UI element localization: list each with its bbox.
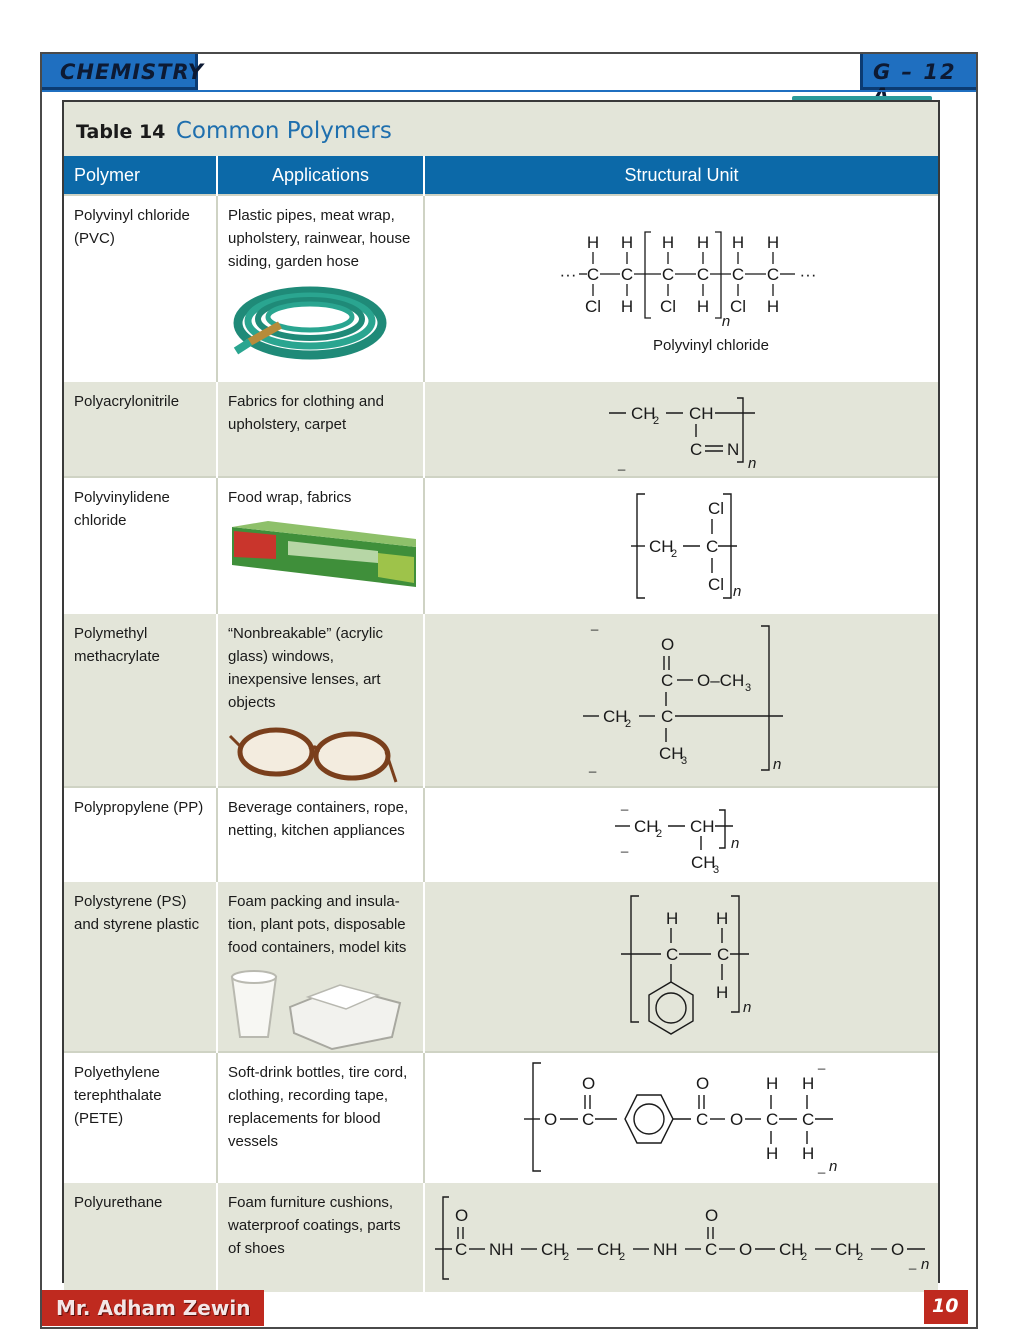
svg-text:n: n (829, 1158, 838, 1175)
svg-text:CH: CH (603, 707, 628, 726)
svg-text:H: H (661, 233, 675, 252)
svg-text:H: H (766, 233, 780, 252)
svg-text:H: H (731, 233, 745, 252)
structural-unit (424, 477, 938, 613)
svg-text:CH: CH (779, 1240, 804, 1259)
foam-cup-and-container-image (228, 967, 408, 1051)
svg-text:H: H (766, 297, 780, 316)
svg-text:C: C (582, 1110, 595, 1129)
polymer-name: Polymethyl methacrylate (64, 613, 217, 787)
svg-text:CH: CH (631, 404, 656, 423)
svg-text:O: O (582, 1074, 596, 1093)
pete-structure (425, 1053, 939, 1181)
svg-text:H: H (716, 983, 729, 1002)
svg-text:CH: CH (690, 817, 715, 836)
polymer-name: Polyacrylonitrile (64, 381, 217, 477)
svg-text:C: C (661, 707, 674, 726)
pvc-structure (425, 196, 939, 380)
applications-text: Food wrap, fabrics (228, 489, 352, 506)
table-row (64, 477, 938, 613)
svg-text:O: O (696, 1074, 710, 1093)
svg-text:_: _ (818, 1159, 826, 1174)
svg-text:C: C (766, 1110, 779, 1129)
svg-text:n: n (921, 1256, 930, 1273)
svg-text:CH: CH (649, 537, 674, 556)
svg-text:CH: CH (634, 817, 659, 836)
svg-text:C: C (766, 265, 780, 284)
svg-text:C: C (705, 1240, 718, 1259)
svg-text:H: H (620, 297, 634, 316)
polymer-applications (217, 613, 424, 787)
polymer-applications (217, 477, 424, 613)
polymer-name: Polystyrene (PS) and styrene plastic (64, 881, 217, 1052)
table-row (64, 1052, 938, 1182)
svg-text:···: ··· (559, 265, 577, 284)
table-row (64, 381, 938, 477)
svg-text:H: H (620, 233, 634, 252)
subject-label: CHEMISTRY (60, 60, 204, 84)
polymer-grid (64, 156, 938, 1292)
table-row (64, 881, 938, 1052)
svg-text:C: C (586, 265, 600, 284)
svg-text:H: H (666, 909, 679, 928)
svg-text:O–CH: O–CH (697, 671, 745, 690)
svg-text:2: 2 (653, 415, 660, 427)
svg-text:NH: NH (653, 1240, 678, 1259)
svg-text:Cl: Cl (708, 575, 725, 594)
table-row (64, 195, 938, 381)
svg-text:C: C (717, 945, 730, 964)
applications-text: Foam packing and insula- tion, plant pots, disposable food containers, model kits (228, 893, 407, 956)
svg-text:3: 3 (681, 755, 688, 767)
author-name: Mr. Adham Zewin (56, 1296, 251, 1320)
polypropylene-structure (425, 788, 939, 880)
svg-text:C: C (455, 1240, 468, 1259)
svg-text:CH: CH (597, 1240, 622, 1259)
svg-text:_: _ (589, 758, 597, 773)
svg-text:C: C (661, 671, 674, 690)
page-number: 10 (932, 1295, 959, 1317)
svg-text:C: C (661, 265, 675, 284)
author-banner (42, 1290, 264, 1326)
svg-text:N: N (727, 440, 740, 459)
structural-unit (424, 881, 938, 1052)
svg-text:O: O (730, 1110, 744, 1129)
structural-unit (424, 1052, 938, 1182)
svg-text:O: O (705, 1206, 719, 1225)
svg-text:H: H (802, 1144, 815, 1163)
polyvinylidene-chloride-structure (425, 478, 939, 612)
structural-unit (424, 613, 938, 787)
polymer-name: Polyethylene terephthalate (PETE) (64, 1052, 217, 1182)
polymer-name: Polyvinyl chloride (PVC) (64, 195, 217, 381)
svg-text:Cl: Cl (708, 499, 725, 518)
svg-text:n: n (731, 835, 740, 852)
table-header-row (64, 156, 938, 195)
svg-text:Cl: Cl (729, 297, 747, 316)
svg-text:3: 3 (745, 682, 752, 694)
svg-text:CH: CH (541, 1240, 566, 1259)
svg-text:n: n (748, 455, 757, 472)
svg-text:_: _ (818, 1055, 826, 1070)
svg-text:2: 2 (656, 828, 663, 840)
table-number: Table 14 (76, 121, 166, 143)
svg-text:O: O (739, 1240, 753, 1259)
svg-text:H: H (716, 909, 729, 928)
grade-banner (860, 54, 976, 90)
applications-text: Plastic pipes, meat wrap, upholstery, rainwear, house siding, garden hose (228, 207, 411, 270)
pmma-structure (425, 614, 939, 777)
svg-text:_: _ (591, 616, 599, 631)
eyeglasses-image (228, 722, 398, 786)
svg-text:n: n (743, 999, 752, 1016)
svg-text:C: C (666, 945, 679, 964)
svg-text:_: _ (909, 1255, 917, 1270)
svg-text:O: O (661, 635, 675, 654)
polymer-applications (217, 881, 424, 1052)
svg-text:Cl: Cl (659, 297, 677, 316)
svg-text:n: n (733, 583, 742, 600)
svg-text:2: 2 (671, 548, 678, 560)
svg-text:H: H (696, 297, 710, 316)
svg-text:2: 2 (619, 1251, 626, 1263)
polymer-applications: Foam furniture cushions, waterproof coatings, parts of shoes (217, 1182, 424, 1292)
svg-text:3: 3 (713, 864, 720, 876)
polymer-applications: Soft-drink bottles, tire cord, clothing, recording tape, replacements for blood vessels (217, 1052, 424, 1182)
svg-text:H: H (586, 233, 600, 252)
polymer-name: Polypropylene (PP) (64, 787, 217, 881)
svg-text:2: 2 (625, 718, 632, 730)
polymer-name: Polyurethane (64, 1182, 217, 1292)
polyacrylonitrile-structure (425, 382, 939, 476)
polymer-applications: Beverage containers, rope, netting, kitchen appliances (217, 787, 424, 881)
header-rule (42, 90, 976, 92)
svg-text:H: H (766, 1074, 779, 1093)
column-header: Polymer (64, 156, 217, 195)
structural-unit (424, 1182, 938, 1292)
svg-text:C: C (802, 1110, 815, 1129)
svg-text:C: C (696, 265, 710, 284)
polystyrene-structure (425, 882, 939, 1049)
svg-text:H: H (802, 1074, 815, 1093)
svg-text:NH: NH (489, 1240, 514, 1259)
svg-text:CH: CH (689, 404, 714, 423)
table-row (64, 613, 938, 787)
polymer-name: Polyvinylidene chloride (64, 477, 217, 613)
svg-text:_: _ (621, 838, 629, 853)
table-title: Common Polymers (175, 118, 392, 144)
svg-text:2: 2 (563, 1251, 570, 1263)
svg-text:H: H (696, 233, 710, 252)
column-header: Structural Unit (424, 156, 938, 195)
polymer-applications: Fabrics for clothing and upholstery, carpet (217, 381, 424, 477)
polymers-table (62, 100, 940, 1283)
svg-text:CH: CH (659, 744, 684, 763)
svg-text:C: C (620, 265, 634, 284)
svg-text:CH: CH (835, 1240, 860, 1259)
svg-text:C: C (731, 265, 745, 284)
svg-text:n: n (773, 756, 782, 773)
svg-text:_: _ (618, 456, 626, 471)
svg-text:C: C (696, 1110, 709, 1129)
structural-unit (424, 381, 938, 477)
svg-text:2: 2 (857, 1251, 864, 1263)
svg-text:C: C (706, 537, 719, 556)
garden-hose-image (228, 281, 388, 363)
svg-text:CH: CH (691, 853, 716, 872)
svg-text:O: O (891, 1240, 905, 1259)
svg-text:C: C (690, 440, 703, 459)
structure-caption: Polyvinyl chloride (653, 337, 769, 354)
applications-text: “Nonbreakable” (acrylic glass) windows, inexpensive lenses, art objects (228, 625, 384, 711)
structural-unit (424, 787, 938, 881)
subject-banner (42, 54, 204, 90)
table-row (64, 787, 938, 881)
plastic-wrap-box-image (228, 517, 420, 593)
column-header: Applications (217, 156, 424, 195)
svg-text:_: _ (621, 796, 629, 811)
svg-text:O: O (455, 1206, 469, 1225)
polyurethane-structure (425, 1183, 939, 1291)
svg-text:H: H (766, 1144, 779, 1163)
svg-text:O: O (544, 1110, 558, 1129)
page-number-badge (924, 1290, 968, 1324)
svg-text:n: n (721, 313, 731, 330)
structural-unit (424, 195, 938, 381)
table-row (64, 1182, 938, 1292)
polymer-applications (217, 195, 424, 381)
svg-text:2: 2 (801, 1251, 808, 1263)
svg-text:Cl: Cl (584, 297, 602, 316)
grade-label: G – 12 (873, 60, 957, 84)
table-caption (76, 118, 392, 144)
svg-text:···: ··· (799, 265, 817, 284)
